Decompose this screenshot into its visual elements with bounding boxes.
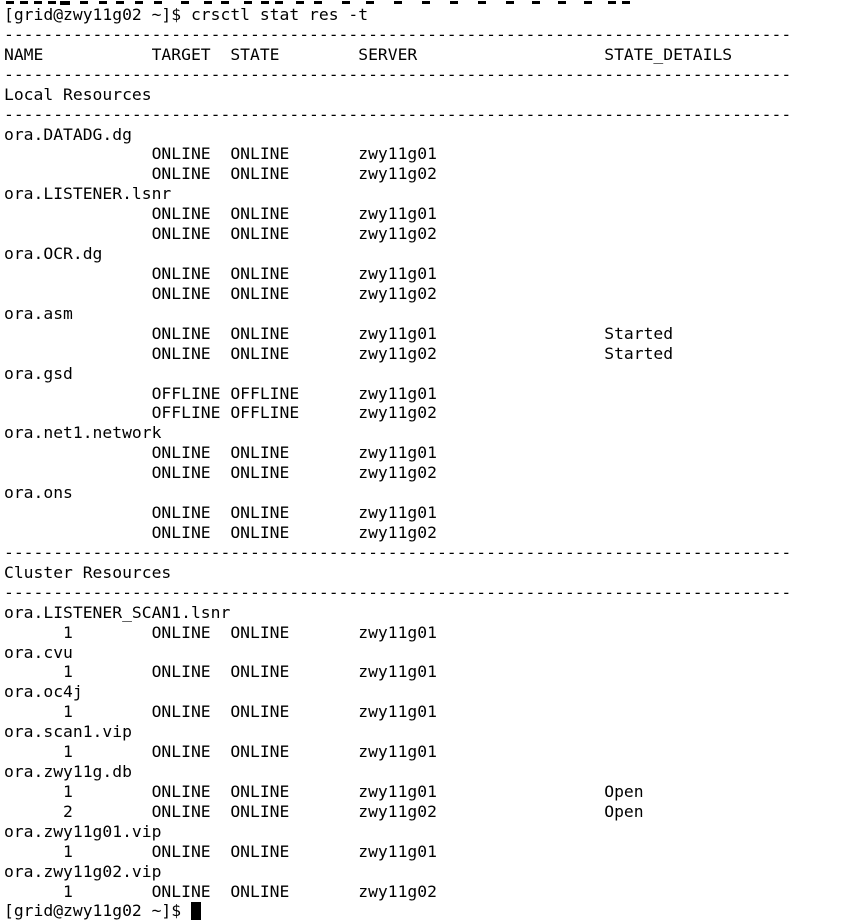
terminal-line: ora.oc4j: [4, 682, 83, 702]
terminal-line: 1 ONLINE ONLINE zwy11g01: [4, 742, 437, 762]
terminal-line: 1 ONLINE ONLINE zwy11g01: [4, 622, 437, 642]
separator-line: --------------------------------------------------------------------------------: [4, 64, 792, 84]
terminal-line: ONLINE ONLINE zwy11g02: [4, 522, 437, 542]
separator-line: --------------------------------------------------------------------------------: [4, 582, 792, 602]
terminal-line: ora.DATADG.dg: [4, 124, 132, 144]
terminal-line: ora.LISTENER.lsnr: [4, 184, 172, 204]
terminal-line: 1 ONLINE ONLINE zwy11g01: [4, 702, 437, 722]
terminal-line: Cluster Resources: [4, 562, 172, 582]
terminal-line: ora.zwy11g02.vip: [4, 861, 162, 881]
terminal-line: ora.LISTENER_SCAN1.lsnr: [4, 602, 231, 622]
terminal-line: ONLINE ONLINE zwy11g02 Started: [4, 343, 674, 363]
terminal-line: Local Resources: [4, 84, 152, 104]
terminal-cursor: [191, 902, 201, 920]
separator-line: --------------------------------------------------------------------------------: [4, 104, 792, 124]
terminal-line: NAME TARGET STATE SERVER STATE_DETAILS: [4, 44, 733, 64]
terminal-line: ora.asm: [4, 303, 73, 323]
prompt-text: [grid@zwy11g02 ~]$: [4, 5, 182, 24]
terminal-line: ONLINE ONLINE zwy11g02: [4, 283, 437, 303]
terminal-line: ONLINE ONLINE zwy11g01: [4, 204, 437, 224]
prompt-text: [grid@zwy11g02 ~]$: [4, 901, 182, 921]
terminal-line: ora.cvu: [4, 642, 73, 662]
terminal-line: OFFLINE OFFLINE zwy11g02: [4, 403, 437, 423]
terminal-line: ONLINE ONLINE zwy11g01: [4, 443, 437, 463]
terminal-line: ora.OCR.dg: [4, 244, 103, 264]
terminal-line: ora.zwy11g01.vip: [4, 821, 162, 841]
terminal-line: 2 ONLINE ONLINE zwy11g02 Open: [4, 801, 644, 821]
terminal-line: ONLINE ONLINE zwy11g01 Started: [4, 323, 674, 343]
clipped-text-fragment: [6, 1, 14, 4]
command-text: crsctl stat res -t: [190, 5, 369, 24]
terminal-line: ora.ons: [4, 483, 73, 503]
terminal-line: ora.scan1.vip: [4, 722, 132, 742]
terminal-output: [4, 25, 864, 902]
terminal-line: ONLINE ONLINE zwy11g01: [4, 144, 437, 164]
terminal-line: ONLINE ONLINE zwy11g02: [4, 463, 437, 483]
terminal-line: OFFLINE OFFLINE zwy11g01: [4, 383, 437, 403]
clipped-previous-line: [4, 0, 864, 5]
terminal-line: 1 ONLINE ONLINE zwy11g02: [4, 881, 437, 901]
command-prompt-line: [4, 5, 864, 25]
terminal-line: 1 ONLINE ONLINE zwy11g01: [4, 662, 437, 682]
separator-line: --------------------------------------------------------------------------------: [4, 24, 792, 44]
terminal-line: ora.zwy11g.db: [4, 762, 132, 782]
terminal-line: 1 ONLINE ONLINE zwy11g01: [4, 841, 437, 861]
terminal-line: ONLINE ONLINE zwy11g02: [4, 164, 437, 184]
separator-line: --------------------------------------------------------------------------------: [4, 542, 792, 562]
input-prompt-line[interactable]: [4, 901, 864, 921]
terminal-line: ONLINE ONLINE zwy11g01: [4, 503, 437, 523]
terminal-line: ora.gsd: [4, 363, 73, 383]
terminal-line: ora.net1.network: [4, 423, 162, 443]
terminal-line: ONLINE ONLINE zwy11g02: [4, 224, 437, 244]
terminal-line: ONLINE ONLINE zwy11g01: [4, 263, 437, 283]
terminal-line: 1 ONLINE ONLINE zwy11g01 Open: [4, 781, 644, 801]
